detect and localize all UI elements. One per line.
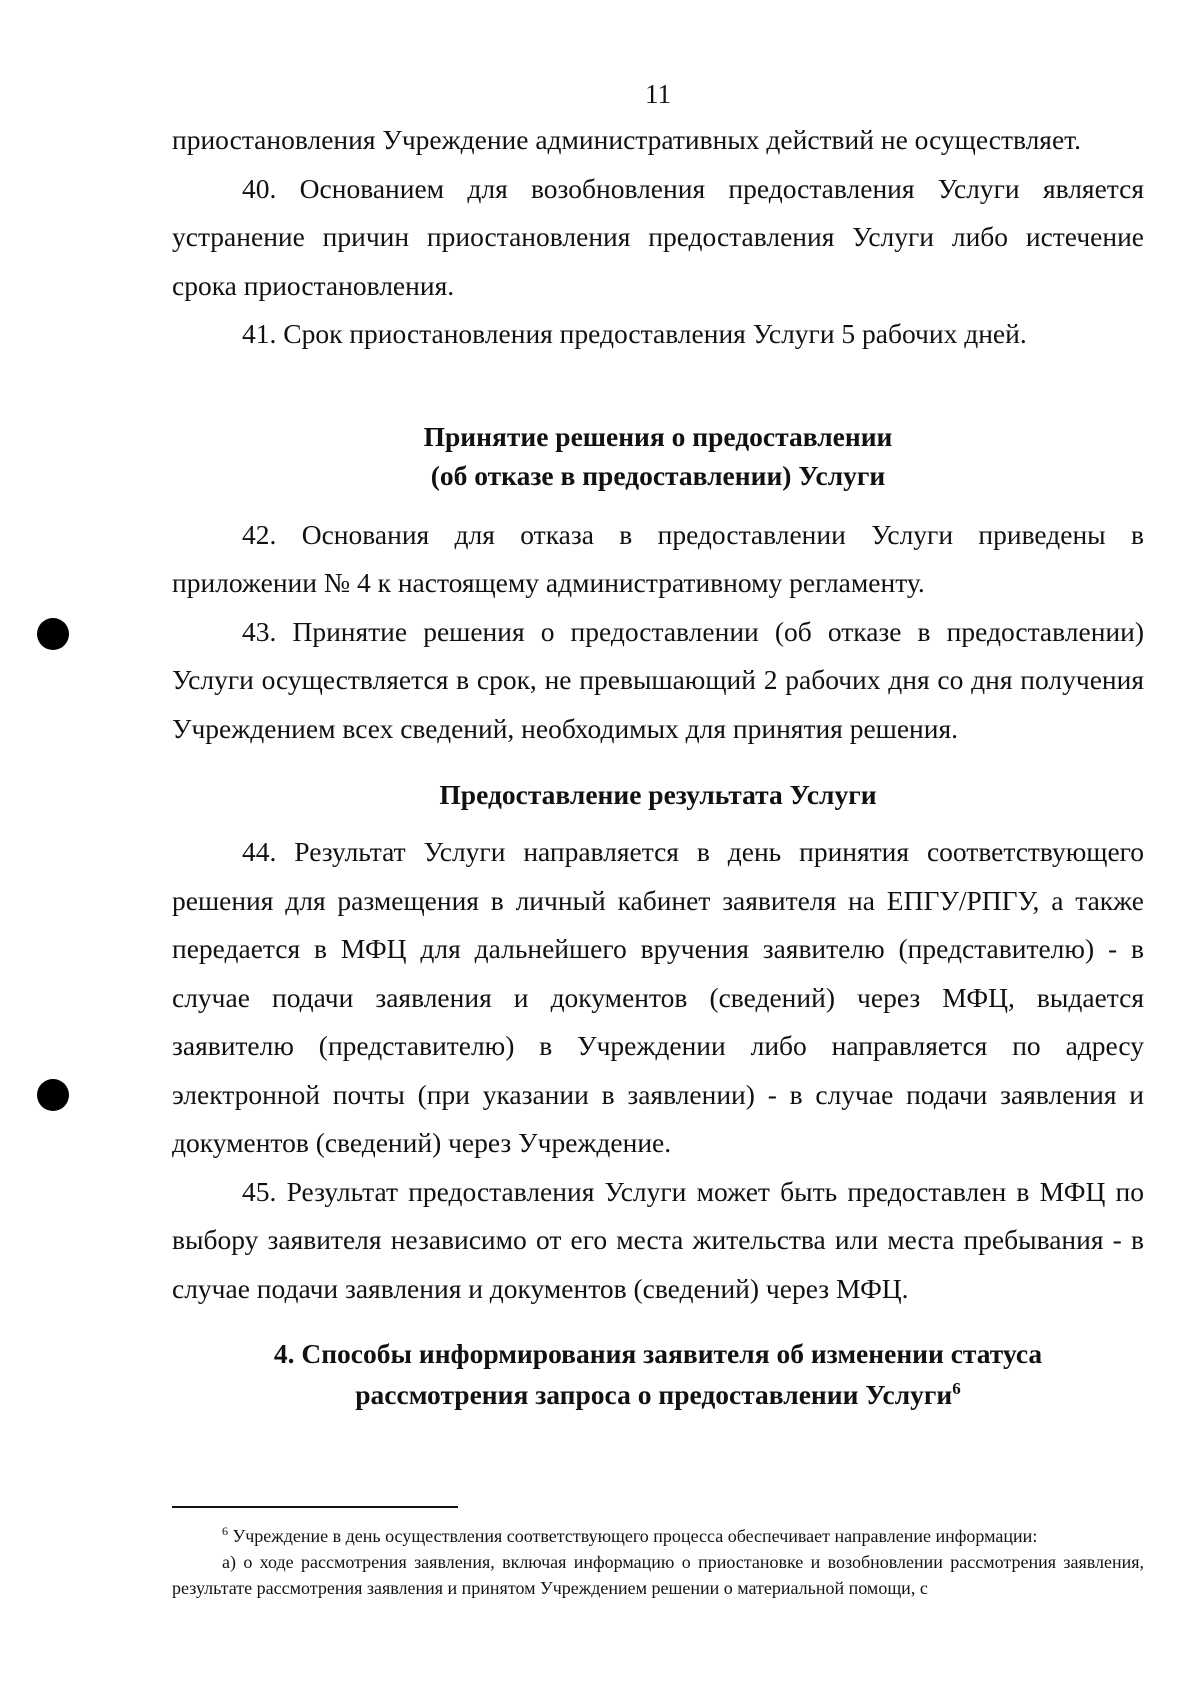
paragraph-43: 43. Принятие решения о предоставлении (об отказе в предоставлении) Услуги осуществляется в срок, не превышающий 2 рабочих дня со дня получения Учреждением всех сведений, необходимых для принятия решения. xyxy=(172,615,1144,744)
paragraph-45: 45. Результат предоставления Услуги может быть предоставлен в МФЦ по выбору заявителя независимо от его места жительства или места пребывания - в случае подачи заявления и документов (сведений) через МФЦ. xyxy=(172,1175,1144,1304)
paragraph-44: 44. Результат Услуги направляется в день принятия соответствующего решения для размещения в личный кабинет заявителя на ЕПГУ/РПГУ, а также передается в МФЦ для дальнейшего вручения заявителю (представителю) - в случае подачи заявления и документов (сведений) через МФЦ, выдается заявителю (представителю) в Учреждении либо направляется по адресу электронной почты (при указании в заявлении) - в случае подачи заявления и документов (сведений) через Учреждение. xyxy=(172,836,1144,1158)
section-heading-line: Принятие решения о предоставлении xyxy=(423,420,893,452)
paragraph-42: 42. Основания для отказа в предоставлении Услуги приведены в приложении № 4 к настоящему административному регламенту. xyxy=(172,518,1144,598)
paragraph-41: 41. Срок приостановления предоставления Услуги 5 рабочих дней. xyxy=(242,318,1027,349)
footnote-line: а) о ходе рассмотрения заявления, включая информацию о приостановке и возобновлении рассмотрения заявления, результате рассмотрения заявления и принятом Учреждением решении о материальной помощи, с xyxy=(172,1552,1144,1598)
section-heading-decision xyxy=(172,417,1144,495)
footnote-line xyxy=(172,1523,1144,1549)
section-heading-line: 4. Способы информирования заявителя об изменении статуса xyxy=(273,1338,1043,1369)
section-heading-informing xyxy=(172,1333,1144,1415)
footnote-reference: 6 xyxy=(952,1378,961,1398)
section-heading-result: Предоставление результата Услуги xyxy=(439,779,877,810)
paragraph-40: 40. Основанием для возобновления предоставления Услуги является устранение причин приостановления предоставления Услуги либо истечение срока приостановления. xyxy=(172,172,1144,301)
footnote-marker: 6 xyxy=(222,1524,228,1538)
section-heading-line: рассмотрения запроса о предоставлении Услуги xyxy=(355,1379,953,1410)
page-content xyxy=(172,74,1144,1415)
page-number: 11 xyxy=(645,79,671,109)
footnote-separator xyxy=(172,1506,458,1508)
punch-hole-mark xyxy=(37,1079,69,1111)
footnote xyxy=(172,1523,1144,1601)
section-heading-line: (об отказе в предоставлении) Услуги xyxy=(430,459,886,491)
footnote-text: Учреждение в день осуществления соответствующего процесса обеспечивает направление информации: xyxy=(232,1526,1038,1546)
paragraph-continuation: приостановления Учреждение административных действий не осуществляет. xyxy=(172,124,1081,155)
punch-hole-mark xyxy=(37,618,69,650)
